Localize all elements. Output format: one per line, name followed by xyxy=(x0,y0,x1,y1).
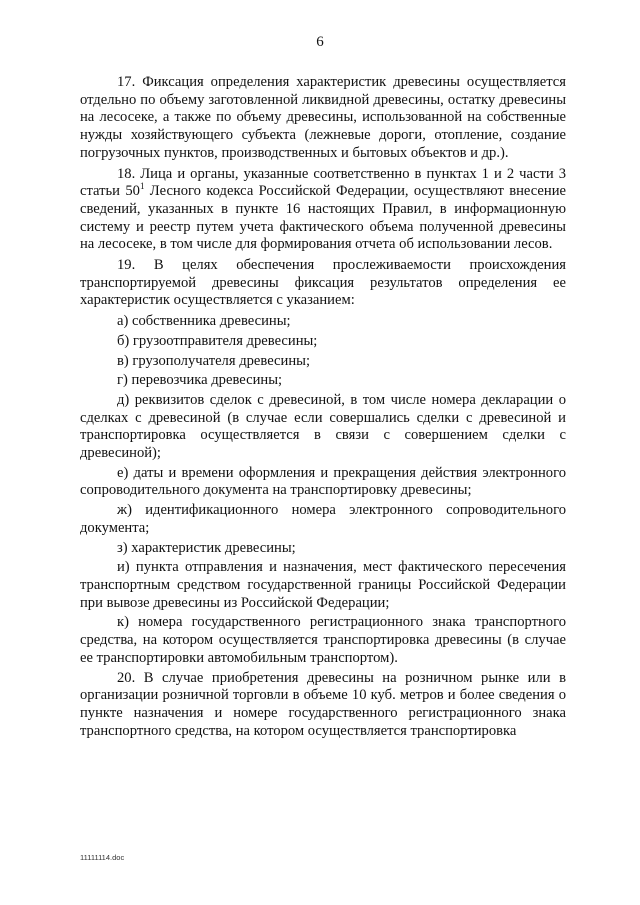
list-item-g: г) перевозчика древесины; xyxy=(117,372,283,389)
list-item-z: з) характеристик древесины; xyxy=(117,539,296,556)
list-item-b: б) грузоотправителя древесины; xyxy=(117,332,318,349)
list-item-zh: ж) идентификационного номера электронного сопроводительного документа; xyxy=(80,502,566,536)
list-item-k: к) номера государственного регистрационного знака транспортного средства, на котором осуществляется транспортировка древесины (в случае ее транспортировки автомобильным транспортом). xyxy=(80,614,566,666)
paragraph-18-text-start: 18. Лица и органы, указанные соответственно в пунктах 1 и 2 части 3 статьи 50 xyxy=(80,165,566,200)
document-filename: 11111114.doc xyxy=(80,853,125,862)
paragraph-18 xyxy=(80,166,566,255)
paragraph-20: 20. В случае приобретения древесины на розничном рынке или в организации розничной торговли в объеме 10 куб. метров и более сведения о пункте назначения и номере государственного регистрационного знака транспортного средства, на котором осуществляется транспортировка xyxy=(80,669,566,739)
page-number: 6 xyxy=(316,34,324,50)
list-item-v: в) грузополучателя древесины; xyxy=(117,352,310,369)
list-item-e: е) даты и времени оформления и прекращения действия электронного сопроводительного документа на транспортировку древесины; xyxy=(80,464,566,499)
list-item-i: и) пункта отправления и назначения, мест фактического пересечения транспортным средством государственной границы Российской Федерации при вывозе древесины из Российской Федерации; xyxy=(80,559,566,611)
list-item-d: д) реквизитов сделок с древесиной, в том числе номера декларации о сделках с древесиной (в случае если совершались сделки с древесиной и транспортировка осуществляется в связи с совершением сделки с древесиной); xyxy=(80,391,566,462)
paragraph-17: 17. Фиксация определения характеристик древесины осуществляется отдельно по объему заготовленной ликвидной древесины, остатку древесины на лесосеке, а также по объему древесины, использованной на собственные нужды хозяйствующего субъекта (лежневые дороги, отопление, создание погрузочных пунктов, производственных и бытовых объектов и др.). xyxy=(80,74,566,161)
list-item-a: а) собственника древесины; xyxy=(117,313,291,330)
paragraph-19: 19. В целях обеспечения прослеживаемости происхождения транспортируемой древесины фиксация результатов определения ее характеристик осуществляется с указанием: xyxy=(80,257,566,309)
article-superscript: 1 xyxy=(139,181,145,192)
paragraph-18-text-end: Лесного кодекса Российской Федерации, осуществляют внесение сведений, указанных в пункте 16 настоящих Правил, в информационную систему и реестр путем учета фактического объема полученной древесины на лесосеке, в том числе для формирования отчета об использовании лесов. xyxy=(80,183,566,253)
document-body xyxy=(80,74,566,743)
